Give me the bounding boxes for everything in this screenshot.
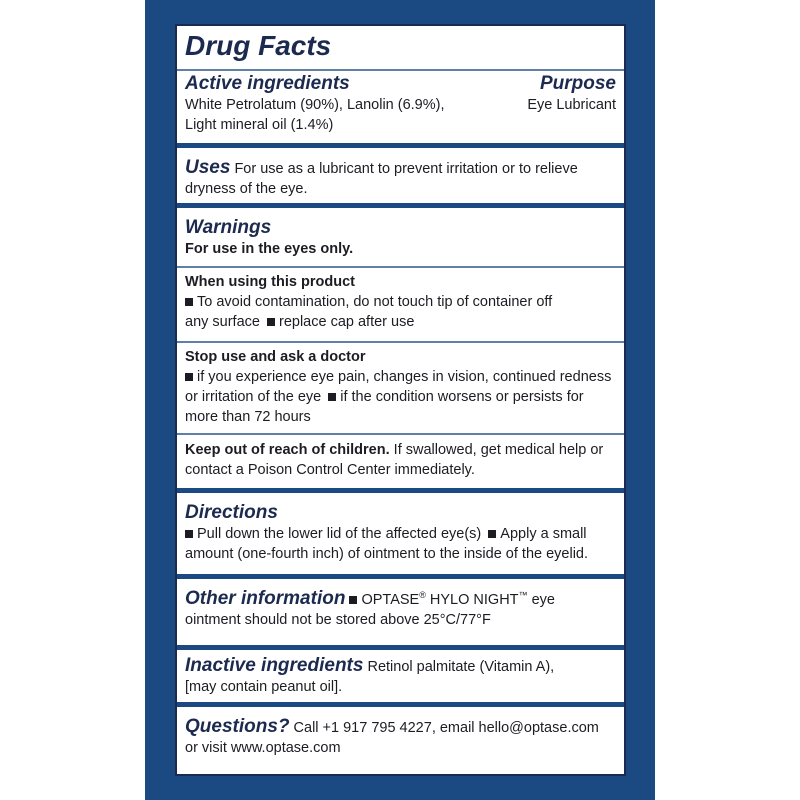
other-information-text: ointment should not be stored above 25°C/77°F [185, 612, 491, 628]
keep-out-text: contact a Poison Control Center immediately. [185, 462, 475, 478]
stop-use-text: if the condition worsens or persists for [340, 389, 584, 405]
bullet-square-icon [349, 596, 357, 604]
other-information-text: eye [531, 592, 555, 608]
section-divider [177, 203, 624, 208]
subsection-divider [177, 341, 624, 343]
stop-use-text: if you experience eye pain, changes in vision, continued redness [197, 369, 612, 385]
when-using-text: any surface [185, 314, 260, 330]
directions-text: amount (one-fourth inch) of ointment to the inside of the eyelid. [185, 546, 589, 562]
inactive-ingredients-section [177, 655, 624, 697]
when-using-section [177, 272, 624, 332]
eyes-only-text: For use in the eyes only. [185, 241, 354, 257]
directions-text: Apply a small [500, 526, 587, 542]
bullet-square-icon [185, 373, 193, 381]
uses-text: For use as a lubricant to prevent irritation or to relieve [234, 161, 578, 177]
bullet-square-icon [328, 393, 336, 401]
product-name: HYLO NIGHT [429, 592, 519, 608]
directions-text: Pull down the lower lid of the affected eye(s) [197, 526, 482, 542]
bullet-square-icon [185, 298, 193, 306]
stop-use-text: or irritation of the eye [185, 389, 322, 405]
section-divider [177, 488, 624, 493]
inactive-ingredients-text: Retinol palmitate (Vitamin A), [367, 659, 555, 675]
when-using-text: To avoid contamination, do not touch tip of container off [197, 294, 553, 310]
questions-heading: Questions? [185, 716, 290, 737]
questions-text: Call +1 917 795 4227, email hello@optase.com [293, 720, 599, 736]
trademark-mark: ™ [518, 590, 528, 601]
active-ingredients-heading: Active ingredients [185, 73, 350, 94]
section-divider [177, 645, 624, 650]
keep-out-text: If swallowed, get medical help or [393, 442, 604, 458]
ingredients-line: White Petrolatum (90%), Lanolin (6.9%), [185, 97, 445, 113]
drug-facts-box [175, 24, 626, 776]
other-information-section [177, 588, 624, 630]
directions-section [177, 502, 624, 564]
other-information-heading: Other information [185, 588, 346, 609]
uses-section [177, 157, 624, 199]
subsection-divider [177, 433, 624, 435]
stop-use-heading: Stop use and ask a doctor [185, 349, 366, 365]
purpose-text: Eye Lubricant [527, 97, 616, 113]
brand-name: OPTASE [361, 592, 420, 608]
inactive-ingredients-heading: Inactive ingredients [185, 655, 364, 676]
drug-facts-title: Drug Facts [185, 30, 332, 61]
stop-use-section [177, 347, 624, 427]
section-divider [177, 574, 624, 579]
directions-heading: Directions [185, 502, 278, 523]
bullet-square-icon [185, 530, 193, 538]
keep-out-bold-text: Keep out of reach of children. [185, 442, 390, 458]
warnings-heading: Warnings [185, 217, 272, 238]
title-divider [177, 69, 624, 71]
active-ingredients-section [177, 73, 624, 135]
uses-text: dryness of the eye. [185, 181, 308, 197]
ingredients-line: Light mineral oil (1.4%) [185, 117, 334, 133]
stop-use-text: more than 72 hours [185, 409, 311, 425]
uses-heading: Uses [185, 157, 231, 178]
questions-section [177, 716, 624, 758]
subsection-divider [177, 266, 624, 268]
keep-out-section [177, 440, 624, 480]
inactive-ingredients-text: [may contain peanut oil]. [185, 679, 343, 695]
title-section [177, 30, 624, 62]
when-using-text: replace cap after use [279, 314, 415, 330]
bullet-square-icon [267, 318, 275, 326]
bullet-square-icon [488, 530, 496, 538]
section-divider [177, 143, 624, 148]
purpose-heading: Purpose [539, 73, 616, 94]
section-divider [177, 702, 624, 707]
questions-text: or visit www.optase.com [185, 740, 341, 756]
ingredients-list [185, 95, 616, 135]
when-using-heading: When using this product [185, 274, 355, 290]
warnings-section [177, 217, 624, 259]
registered-mark: ® [419, 590, 426, 601]
